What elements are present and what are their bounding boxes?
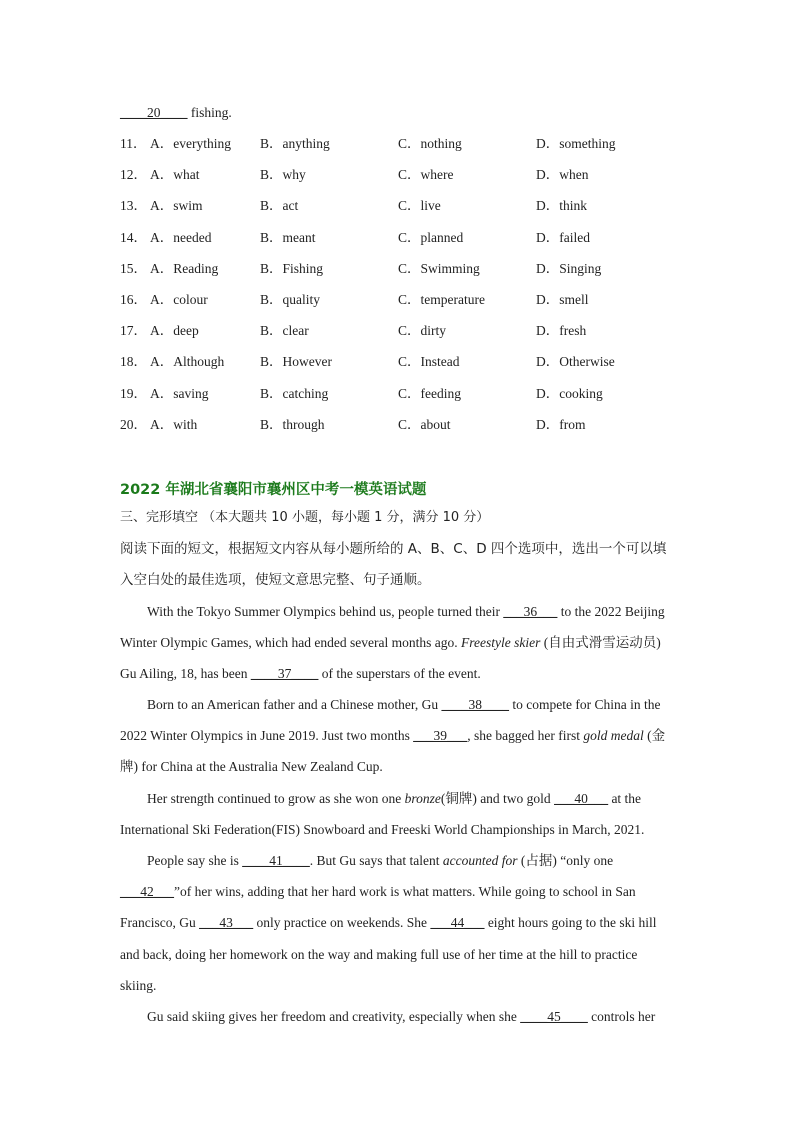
p4-text-1: People say she is xyxy=(147,853,243,868)
blank-43: ___43___ xyxy=(199,915,254,931)
option-d: D．smell xyxy=(536,292,589,307)
option-d: D．Singing xyxy=(536,260,602,276)
section-title: 2022 年湖北省襄阳市襄州区中考一模英语试题 xyxy=(120,482,427,498)
p4-text-2: . But Gu says that talent xyxy=(309,853,443,868)
p4-text-3: (占据) “only one xyxy=(517,853,614,868)
option-d: D．when xyxy=(536,167,589,183)
option-a: A．deep xyxy=(150,323,199,339)
paragraph-4 xyxy=(120,845,672,1001)
p2-text-3: , she bagged her first xyxy=(467,728,584,744)
blank-40: ___40___ xyxy=(554,791,609,806)
p1-text-1: With the Tokyo Summer Olympics behind us, people turned their xyxy=(147,604,504,619)
option-b: B．meant xyxy=(260,229,316,245)
option-d: D．failed xyxy=(536,229,590,245)
option-b: B．act xyxy=(260,198,299,214)
p3-text-3: at the International Ski Federation(FIS) Snowboard and Freeski World Championships in March, 2021. xyxy=(120,791,645,838)
option-b: B．Fishing xyxy=(260,260,324,276)
option-a: A．Although xyxy=(150,354,225,370)
option-c: C．feeding xyxy=(398,385,461,401)
term-freestyle-skier: Freestyle skier xyxy=(461,635,541,651)
option-c: C．about xyxy=(398,416,451,432)
p2-text-1: Born to an American father and a Chinese mother, Gu xyxy=(147,697,442,712)
option-a: A．everything xyxy=(150,136,231,151)
text-fishing: fishing. xyxy=(187,105,232,120)
paragraph-3 xyxy=(120,783,672,845)
p2-text-2: to compete for China in the 2022 Winter Olympics in June 2019. Just two months xyxy=(120,697,661,744)
option-c: C．live xyxy=(398,198,441,214)
blank-38: ____38____ xyxy=(441,697,509,712)
option-d: D．fresh xyxy=(536,323,587,339)
option-c: C．dirty xyxy=(398,323,447,339)
p4-text-4: ”of her wins, adding that her hard work is what matters. While going to school in San Francisco, Gu xyxy=(120,884,636,931)
question-number: 16． xyxy=(120,292,147,307)
option-c: C．temperature xyxy=(398,292,485,307)
option-d: D．from xyxy=(536,416,586,432)
option-a: A．colour xyxy=(150,292,208,307)
paragraph-1 xyxy=(120,596,672,690)
question-number: 11． xyxy=(120,136,147,151)
p5-text-1: Gu said skiing gives her freedom and creativity, especially when she xyxy=(147,1009,521,1024)
option-c: C．Instead xyxy=(398,354,460,370)
p5-text-2: controls her xyxy=(587,1009,656,1024)
option-d: D．cooking xyxy=(536,385,603,401)
p1-text-3: (自由式滑雪运动员) Gu Ailing, 18, has been xyxy=(120,635,661,682)
option-a: A．with xyxy=(150,416,198,432)
p4-text-6: eight hours going to the ski hill and back, doing her homework on the way and making full use of her time at the hill to practice skiing. xyxy=(120,915,657,993)
blank-42: ___42___ xyxy=(120,884,174,900)
option-b: B．catching xyxy=(260,385,329,401)
section-header: 三、完形填空 （本大题共 10 小题，每小题 1 分，满分 10 分） xyxy=(120,510,490,525)
option-a: A．swim xyxy=(150,198,203,214)
option-d: D．think xyxy=(536,198,588,214)
option-d: D．something xyxy=(536,136,616,151)
question-number: 20． xyxy=(120,416,147,432)
paragraph-2 xyxy=(120,689,672,783)
p1-text-2: to the 2022 Beijing Winter Olympic Games, which had ended several months ago. xyxy=(120,604,665,651)
option-b: B．anything xyxy=(260,136,330,151)
term-accounted-for: accounted for xyxy=(442,853,518,868)
option-a: A．what xyxy=(150,167,200,183)
option-d: D．Otherwise xyxy=(536,354,615,370)
option-b: B．through xyxy=(260,416,325,432)
question-number: 15． xyxy=(120,260,147,276)
question-number: 13． xyxy=(120,198,147,214)
blank-45: ____45____ xyxy=(520,1009,588,1024)
blank-39: ___39___ xyxy=(413,728,468,744)
question-number: 12． xyxy=(120,167,147,183)
option-c: C．Swimming xyxy=(398,260,480,276)
option-a: A．Reading xyxy=(150,260,219,276)
instructions: 阅读下面的短文，根据短文内容从每小题所给的 A、B、C、D 四个选项中，选出一个可以填入空白处的最佳选项，使短文意思完整、句子通顺。 xyxy=(120,541,667,588)
option-b: B．quality xyxy=(260,292,320,307)
p3-text-2: (铜牌) and two gold xyxy=(440,791,555,806)
question-number: 18． xyxy=(120,354,147,370)
term-gold-medal: gold medal xyxy=(583,728,644,744)
option-c: C．planned xyxy=(398,229,464,245)
term-bronze: bronze xyxy=(404,791,441,806)
question-number: 14． xyxy=(120,229,147,245)
p1-text-4: of the superstars of the event. xyxy=(318,666,481,682)
blank-41: ____41____ xyxy=(242,853,310,868)
option-c: C．nothing xyxy=(398,136,462,151)
option-b: B．However xyxy=(260,354,332,370)
question-number: 19． xyxy=(120,385,147,401)
blank-20: ____20____ xyxy=(120,105,188,120)
option-c: C．where xyxy=(398,167,454,183)
option-a: A．needed xyxy=(150,229,212,245)
option-b: B．why xyxy=(260,167,306,183)
option-b: B．clear xyxy=(260,323,309,339)
blank-44: ___44___ xyxy=(430,915,485,931)
p4-text-5: only practice on weekends. She xyxy=(253,915,431,931)
paragraph-5 xyxy=(120,1001,672,1032)
passage-tail-line xyxy=(120,105,232,121)
p3-text-1: Her strength continued to grow as she won one xyxy=(147,791,405,806)
blank-36: ___36___ xyxy=(503,604,558,619)
option-a: A．saving xyxy=(150,385,209,401)
p2-text-4: (金牌) for China at the Australia New Zealand Cup. xyxy=(120,728,666,775)
question-number: 17． xyxy=(120,323,147,339)
blank-37: ____37____ xyxy=(250,666,319,682)
